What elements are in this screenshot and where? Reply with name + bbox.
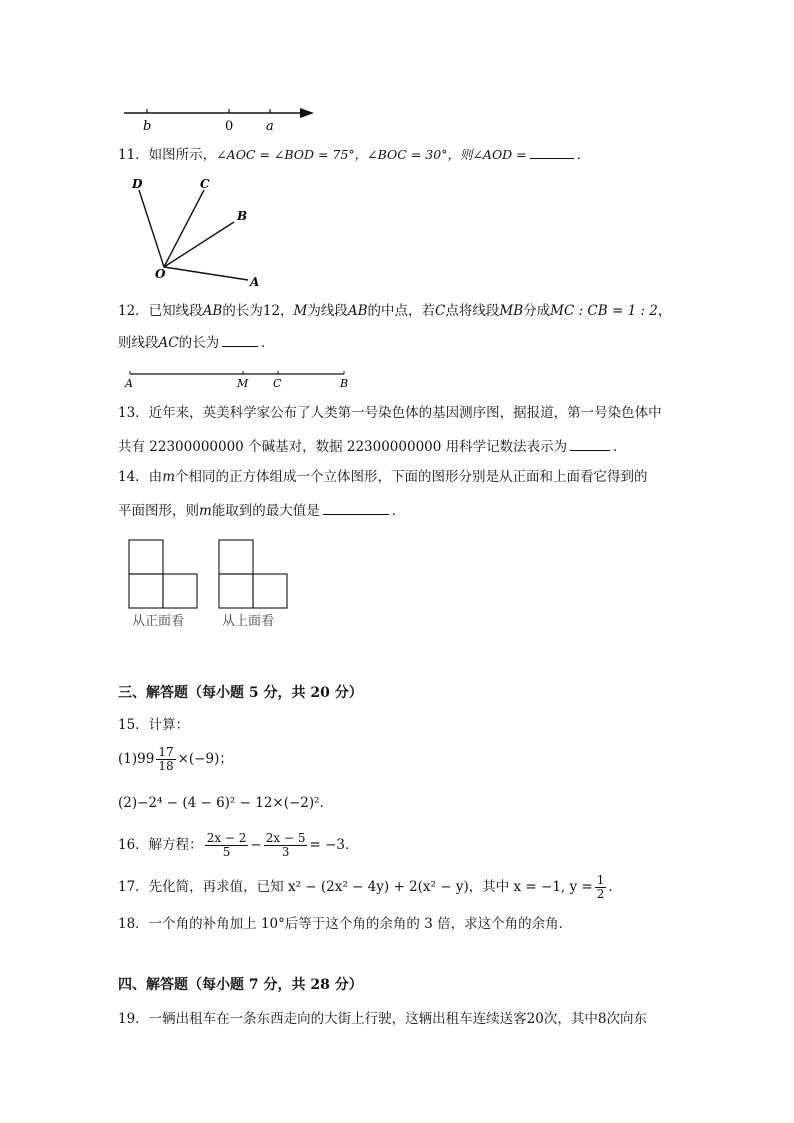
section3-heading: 三、解答题（每小题 5 分，共 20 分）	[118, 685, 363, 701]
seg-label-B: B	[340, 377, 349, 390]
q14-l2-t2: 能取到的最大值是	[211, 503, 320, 519]
q12-t4: M	[293, 303, 308, 319]
q16-den2: 3	[281, 845, 290, 859]
number-line-arrow	[300, 108, 314, 118]
q14-front-view	[128, 539, 200, 611]
q16-fraction-2	[264, 832, 308, 859]
front-bottom-left-square	[129, 574, 163, 608]
q16-num1: 2x − 2	[206, 831, 247, 845]
q14-front-label: 从正面看	[132, 614, 185, 629]
q11-math: ∠AOC = ∠BOD = 75°，∠BOC = 30°，则∠AOD =	[216, 147, 527, 162]
q14-l1-m: m	[162, 469, 175, 485]
q16-suffix: = −3．	[309, 837, 359, 853]
q14-l2-end: ．	[391, 503, 406, 519]
ray-OD	[139, 190, 164, 267]
q12-t13: ，	[657, 303, 672, 319]
q12-t3: 的长为12，	[222, 303, 294, 319]
q13-line1: 13．近年来，英美科学家公布了人类第一号染色体的基因测序图，据报道，第一号染色体中	[118, 405, 662, 421]
q16-den1: 5	[222, 845, 231, 859]
q12-t12: MC : CB = 1 : 2	[550, 303, 658, 319]
seg-label-M: M	[237, 377, 249, 390]
q14-l2-t1: 平面图形，则	[118, 503, 199, 519]
q14-l1-t1: 14．由	[118, 469, 163, 485]
q12-t7: 的中点，若	[367, 303, 436, 319]
q12-l2-end: ．	[261, 335, 275, 351]
top-top-square	[219, 540, 253, 574]
point-C: C	[200, 177, 210, 191]
q12-l2-t1: 则线段	[118, 335, 159, 351]
q15-text: 15．计算：	[118, 717, 190, 733]
q14-l2-m: m	[199, 503, 212, 519]
q14-line2	[118, 500, 405, 520]
q12-t8: C	[435, 303, 446, 319]
label-a: a	[266, 119, 274, 134]
front-top-square	[129, 540, 163, 574]
point-A: A	[250, 275, 260, 289]
q11-text	[118, 144, 590, 164]
label-b: b	[143, 119, 152, 134]
seg-label-A: A	[125, 377, 133, 390]
q12-t10: MB	[499, 303, 524, 319]
q14-top-view	[218, 539, 290, 611]
q15-part2: (2)−2⁴ − (4 − 6)² − 12×(−2)²．	[118, 795, 334, 811]
q16-fraction-1	[205, 832, 249, 859]
q17-text	[118, 872, 622, 902]
point-O: O	[155, 267, 166, 281]
q12-t6: AB	[347, 303, 368, 319]
q16-text	[118, 830, 358, 860]
top-bottom-right-square	[253, 574, 287, 608]
q16-minus: −	[250, 837, 262, 853]
point-B: B	[237, 209, 248, 223]
ray-OB	[164, 222, 234, 267]
point-D: D	[132, 177, 143, 191]
q16-num2: 2x − 5	[265, 831, 306, 845]
q13-line2	[118, 436, 627, 456]
q12-t9: 点将线段	[445, 303, 500, 319]
q12-t11: 分成	[523, 303, 551, 319]
q15-1-prefix: (1)99	[118, 751, 155, 767]
q12-line2	[118, 332, 275, 352]
q11-answer-blank[interactable]	[530, 144, 574, 159]
q12-segment-figure	[120, 366, 360, 390]
q14-line1	[118, 468, 648, 486]
section4-heading: 四、解答题（每小题 7 分，共 28 分）	[118, 977, 363, 993]
q15-1-num: 17	[158, 745, 174, 759]
q14-top-label: 从上面看	[222, 614, 275, 629]
q12-l2-t3: 的长为	[178, 335, 220, 351]
q12-answer-blank[interactable]	[222, 332, 258, 347]
top-bottom-left-square	[219, 574, 253, 608]
q15-1-den: 18	[158, 759, 174, 773]
ray-OA	[164, 267, 248, 280]
ray-OC	[164, 190, 204, 267]
q11-prefix: 11．如图所示，	[118, 147, 217, 163]
q17-num: 1	[596, 873, 605, 887]
q13-l2-end: ．	[613, 439, 627, 455]
q15-1-suffix: ×(−9)；	[177, 751, 233, 767]
q15-part1	[118, 744, 233, 774]
q17-main: 17．先化简，再求值，已知 x² − (2x² − 4y) + 2(x² − y)，其中 x = −1, y =	[118, 879, 593, 895]
q12-t2: AB	[202, 303, 223, 319]
seg-label-C: C	[273, 377, 282, 390]
q12-l2-t2: AC	[158, 335, 179, 351]
number-line-figure	[118, 100, 328, 134]
q17-den: 2	[596, 887, 605, 901]
front-bottom-right-square	[163, 574, 197, 608]
q16-prefix: 16．解方程：	[118, 837, 203, 853]
q13-l2-text: 共有 22300000000 个碱基对，数据 22300000000 用科学记数法表示为	[118, 439, 568, 455]
q17-end: ．	[608, 879, 622, 895]
q12-t1: 12．已知线段	[118, 303, 203, 319]
q12-line1	[118, 302, 671, 320]
q11-end: ．	[576, 147, 591, 163]
q17-fraction	[595, 874, 607, 901]
q19-text: 19．一辆出租车在一条东西走向的大街上行驶，这辆出租车连续送客20次，其中8次向东	[118, 1011, 647, 1027]
q13-answer-blank[interactable]	[570, 436, 610, 451]
q14-answer-blank[interactable]	[323, 500, 389, 515]
q15-1-fraction	[156, 746, 175, 773]
label-0: 0	[225, 119, 234, 134]
q12-t5: 为线段	[307, 303, 348, 319]
q11-angle-figure	[120, 172, 270, 290]
q18-text: 18．一个角的补角加上 10°后等于这个角的余角的 3 倍，求这个角的余角．	[118, 916, 573, 932]
q14-l1-t2: 个相同的正方体组成一个立体图形，下面的图形分别是从正面和上面看它得到的	[175, 469, 648, 485]
